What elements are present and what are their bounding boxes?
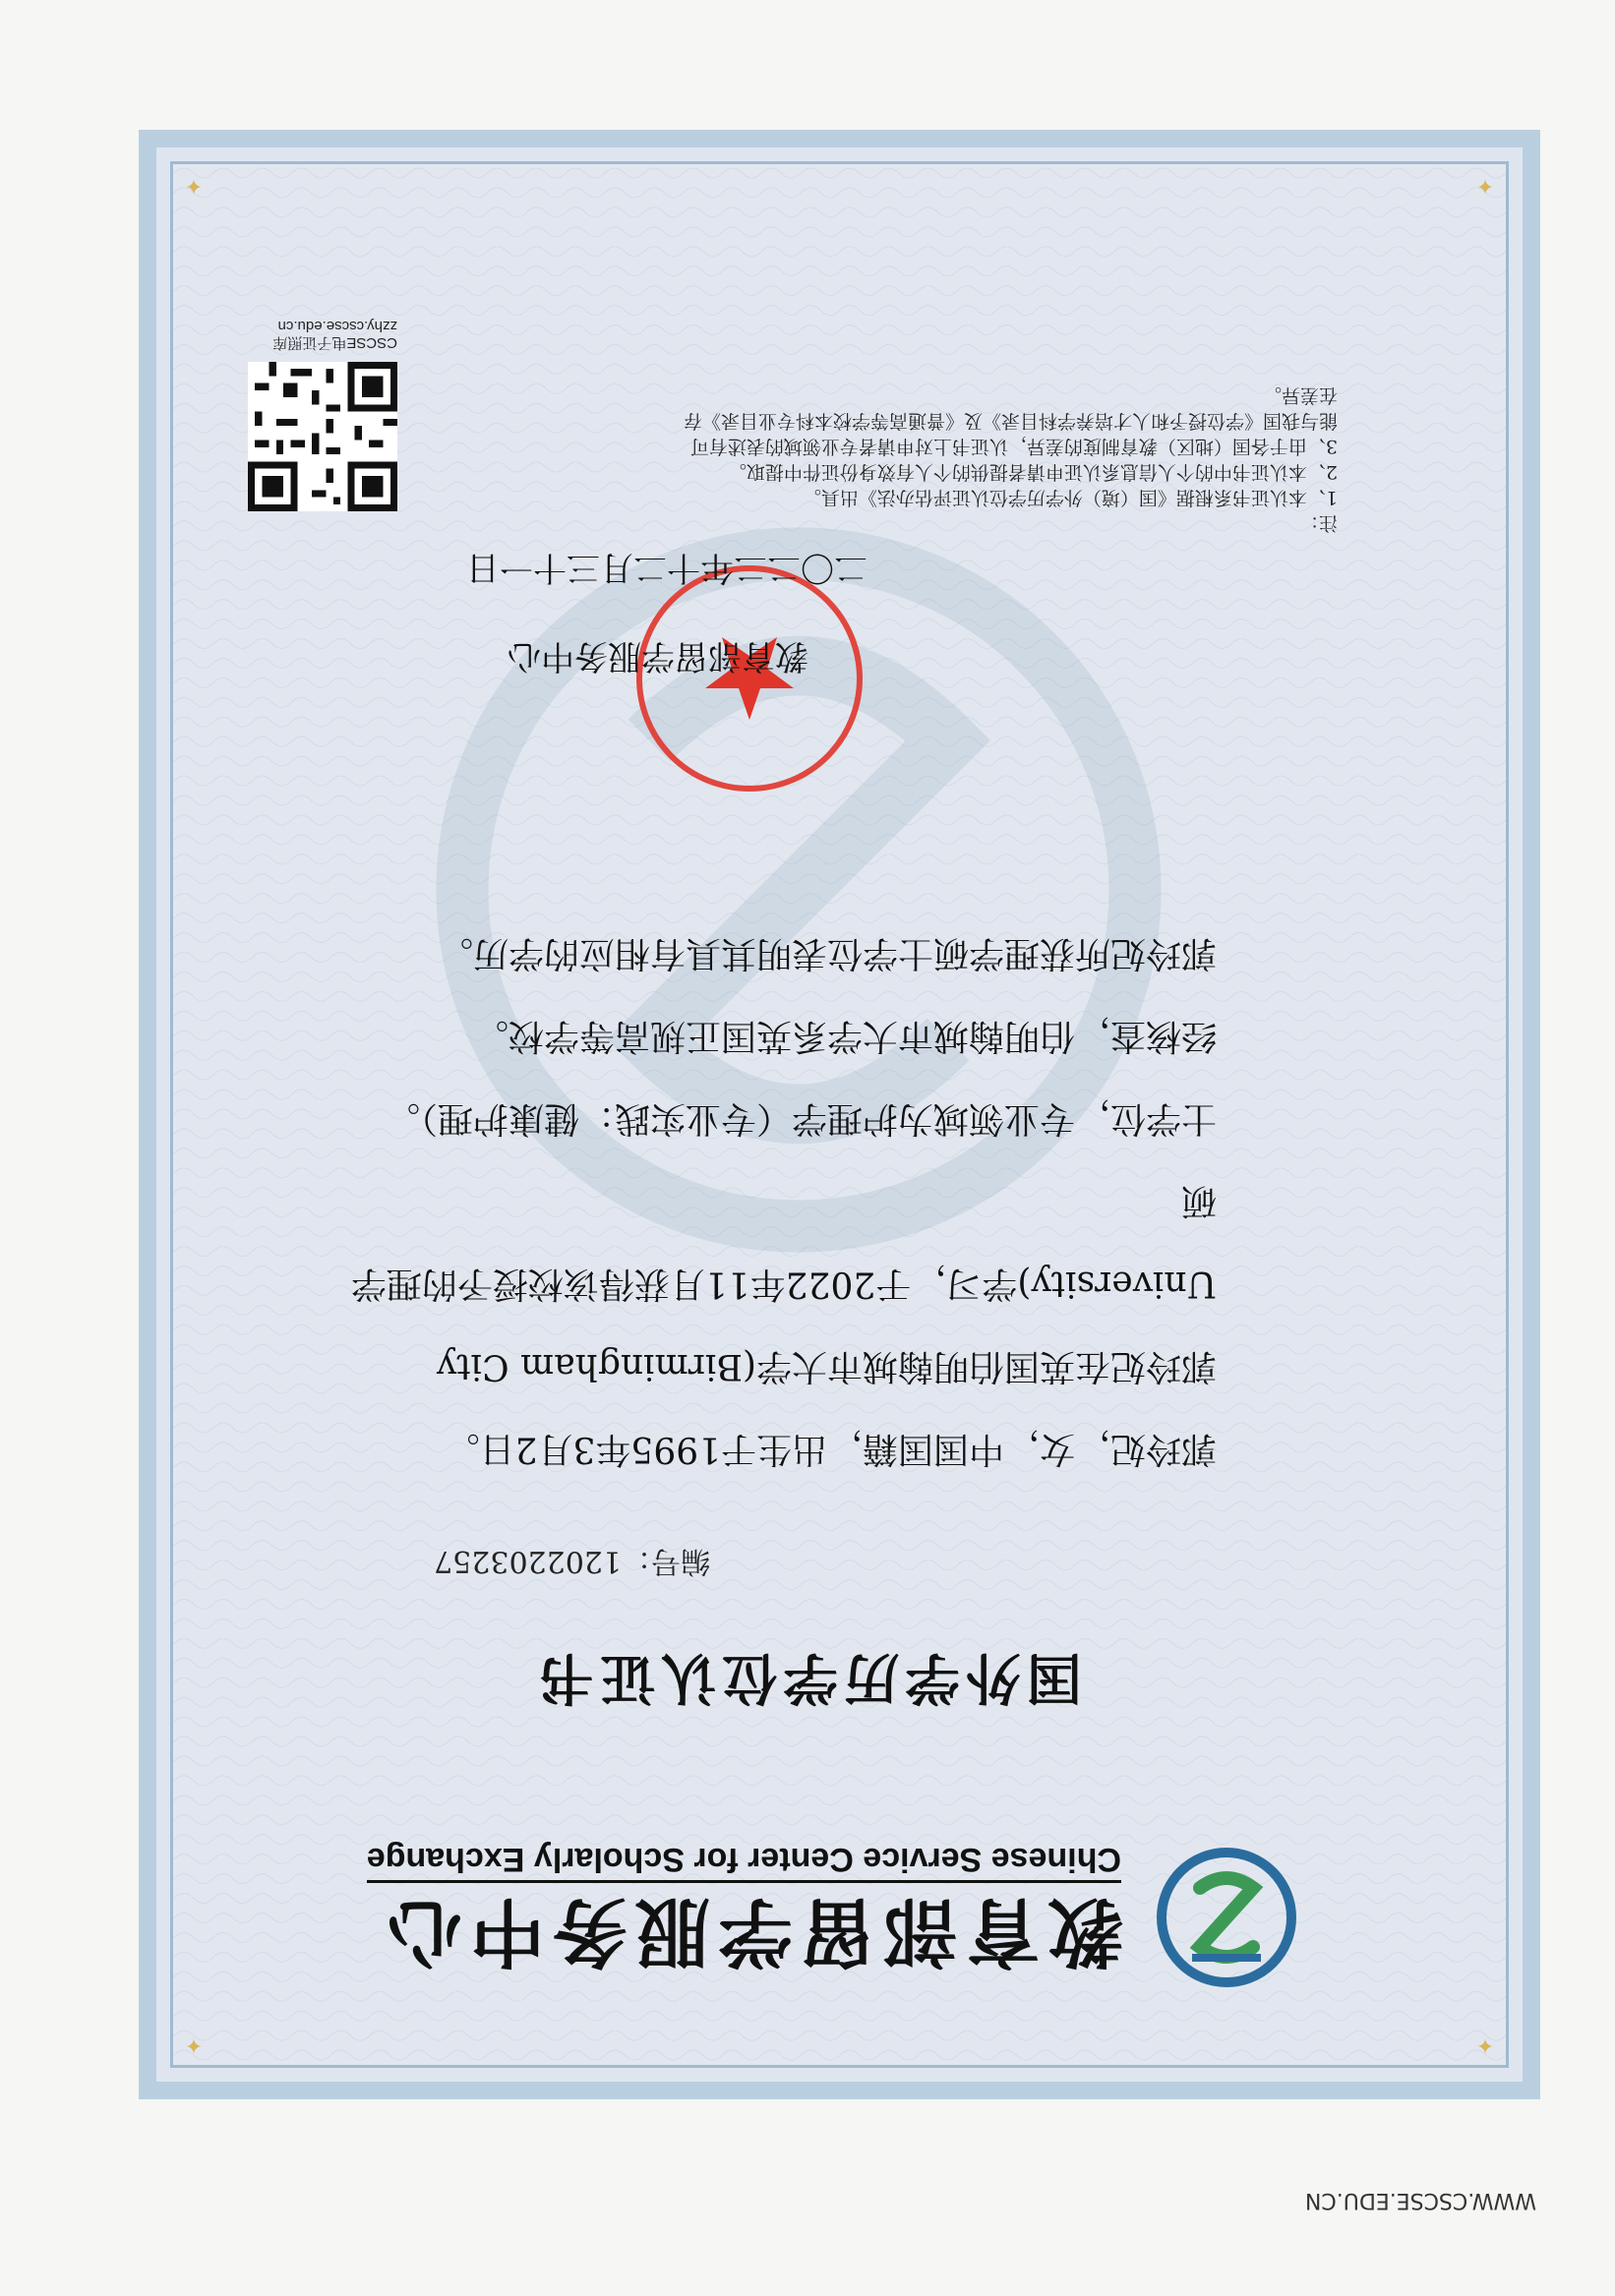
organization-en-name: Chinese Service Center for Scholarly Exchange: [367, 1840, 1121, 1883]
website-line: WWW.CSCSE.EDU.CN: [1304, 2188, 1536, 2212]
note-line: 1、本认证书系根据《国（境）外学历学位认证评估办法》出具。: [802, 487, 1338, 508]
body-line: 经核查，伯明翰城市大学系英国正规高等学校。: [472, 1016, 1217, 1056]
qr-code-icon: [248, 362, 397, 511]
note-line: 2、本认证书中的个人信息系认证申请者提供的个人有效身份证件中提取。: [727, 461, 1338, 483]
body-line: 士学位，专业领域为护理学（专业实践：健康护理）。: [384, 1098, 1217, 1139]
corner-ornament-icon: ✦: [184, 173, 204, 198]
corner-ornament-icon: ✦: [184, 2032, 204, 2057]
cscse-logo-icon: [1153, 1844, 1300, 1991]
note-line: 在差异。: [1262, 384, 1338, 406]
note-line: 注：: [1299, 512, 1338, 534]
organization-cn-name: 教育部留学服务中心: [380, 1888, 1123, 1975]
corner-ornament-icon: ✦: [1475, 2032, 1495, 2057]
certificate-notes: [393, 383, 1338, 536]
number-value: 1202203257: [434, 1544, 622, 1578]
certificate-title: 国外学历学位认证书: [533, 1645, 1082, 1710]
certificate-body: [331, 912, 1217, 1490]
number-label: 编号：: [622, 1544, 710, 1578]
issue-date: 二〇二二年十二月三十一日: [466, 548, 867, 587]
body-line: 郭玲妃在英国伯明翰城市大学(Birmingham City: [436, 1346, 1217, 1386]
note-line: 能与我国《学位授予和人才培养学科目录》及《普通高等学校本科专业目录》存: [683, 410, 1338, 432]
qr-caption-url: zzhy.cscse.edu.cn: [277, 318, 397, 334]
body-line: 郭玲妃所获理学硕士学位表明其具有相应的学历。: [437, 933, 1217, 973]
qr-caption: CSCSE电子证照库: [272, 334, 397, 351]
organization-header: [297, 1824, 1300, 1991]
corner-ornament-icon: ✦: [1475, 173, 1495, 198]
issuer-name: 教育部留学服务中心: [508, 636, 808, 676]
body-line: 郭玲妃，女，中国国籍，出生于1995年3月2日。: [444, 1429, 1217, 1469]
certificate-number: [434, 1543, 710, 1586]
body-line: University)学习，于2022年11月获得该校授予的理学硕: [350, 1181, 1217, 1304]
note-line: 3、由于各国（地区）教育制度的差异，认证书上对申请者专业领域的表述有可: [689, 436, 1338, 457]
